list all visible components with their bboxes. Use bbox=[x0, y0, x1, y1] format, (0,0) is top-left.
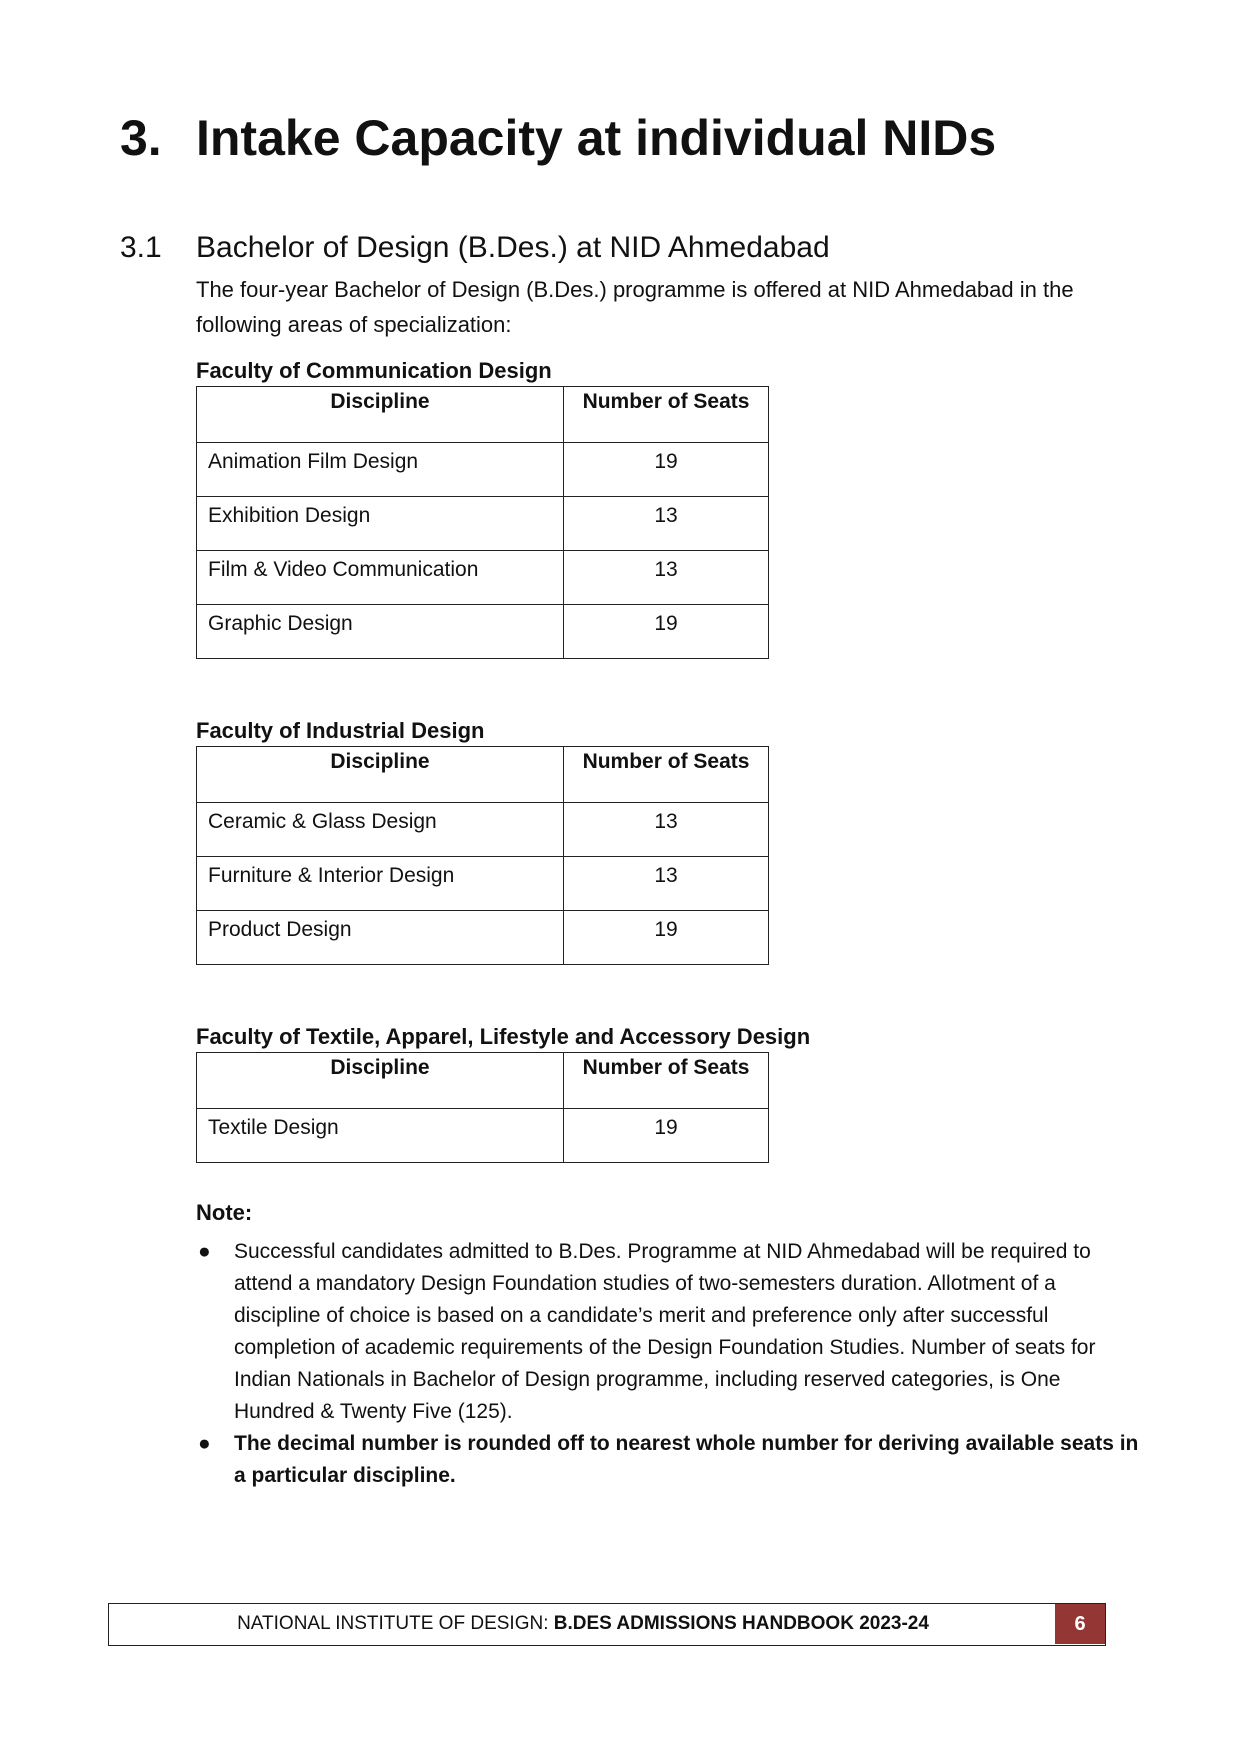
subsection-title: Bachelor of Design (B.Des.) at NID Ahmedabad bbox=[196, 231, 830, 264]
footer-prefix: NATIONAL INSTITUTE OF DESIGN: bbox=[237, 1613, 554, 1634]
column-header-seats: Number of Seats bbox=[564, 1053, 769, 1109]
subsection-heading bbox=[120, 228, 830, 268]
note-title: Note: bbox=[196, 1200, 253, 1225]
section-heading bbox=[120, 106, 996, 170]
seats-cell: 13 bbox=[564, 497, 769, 551]
page-footer bbox=[108, 1603, 1106, 1646]
discipline-cell: Animation Film Design bbox=[197, 443, 564, 497]
seats-cell: 19 bbox=[564, 1109, 769, 1163]
page-number: 6 bbox=[1055, 1604, 1105, 1644]
seats-cell: 13 bbox=[564, 857, 769, 911]
note-text: The decimal number is rounded off to nearest whole number for deriving available seats in a particular discipline. bbox=[234, 1432, 1139, 1487]
bullet-icon: ● bbox=[198, 1240, 211, 1263]
seats-cell: 19 bbox=[564, 443, 769, 497]
subsection-number: 3.1 bbox=[120, 231, 162, 264]
column-header-seats: Number of Seats bbox=[564, 387, 769, 443]
seats-table-textile bbox=[196, 1052, 769, 1163]
table-row bbox=[197, 605, 769, 659]
note-text: Successful candidates admitted to B.Des. Programme at NID Ahmedabad will be required to attend a mandatory Design Foundation studies of two-semesters duration. Allotment of a discipline of choice is based on a candidate’s merit and preference only after successful completion of academic requirements of the Design Foundation Studies. Number of seats for Indian Nationals in Bachelor of Design programme, including reserved categories, is One Hundred & Twenty Five (125). bbox=[234, 1240, 1096, 1423]
column-header-discipline: Discipline bbox=[197, 387, 564, 443]
table-header-row bbox=[197, 1053, 769, 1109]
discipline-cell: Graphic Design bbox=[197, 605, 564, 659]
footer-text bbox=[109, 1604, 1057, 1644]
section-title: Intake Capacity at individual NIDs bbox=[196, 110, 997, 166]
footer-handbook-title: B.DES ADMISSIONS HANDBOOK 2023-24 bbox=[553, 1613, 929, 1634]
discipline-cell: Textile Design bbox=[197, 1109, 564, 1163]
table-row bbox=[197, 443, 769, 497]
table-row bbox=[197, 803, 769, 857]
table-row bbox=[197, 857, 769, 911]
seats-table-communication bbox=[196, 386, 769, 659]
note-item bbox=[196, 1428, 1146, 1492]
table-header-row bbox=[197, 387, 769, 443]
table-row bbox=[197, 911, 769, 965]
table-row bbox=[197, 1109, 769, 1163]
seats-cell: 19 bbox=[564, 605, 769, 659]
discipline-cell: Film & Video Communication bbox=[197, 551, 564, 605]
discipline-cell: Product Design bbox=[197, 911, 564, 965]
intro-paragraph: The four-year Bachelor of Design (B.Des.) programme is offered at NID Ahmedabad in the following areas of specialization: bbox=[196, 277, 1074, 337]
seats-cell: 13 bbox=[564, 803, 769, 857]
note-item bbox=[196, 1236, 1146, 1428]
discipline-cell: Exhibition Design bbox=[197, 497, 564, 551]
discipline-cell: Ceramic & Glass Design bbox=[197, 803, 564, 857]
bullet-icon: ● bbox=[198, 1432, 211, 1455]
discipline-cell: Furniture & Interior Design bbox=[197, 857, 564, 911]
seats-cell: 13 bbox=[564, 551, 769, 605]
table-row bbox=[197, 497, 769, 551]
seats-table-industrial bbox=[196, 746, 769, 965]
note-list bbox=[196, 1236, 1146, 1492]
faculty-heading-textile: Faculty of Textile, Apparel, Lifestyle and Accessory Design bbox=[196, 1024, 811, 1049]
faculty-heading-industrial: Faculty of Industrial Design bbox=[196, 718, 485, 743]
table-row bbox=[197, 551, 769, 605]
column-header-discipline: Discipline bbox=[197, 747, 564, 803]
table-header-row bbox=[197, 747, 769, 803]
faculty-heading-communication: Faculty of Communication Design bbox=[196, 358, 552, 383]
seats-cell: 19 bbox=[564, 911, 769, 965]
column-header-seats: Number of Seats bbox=[564, 747, 769, 803]
section-number: 3. bbox=[120, 110, 162, 166]
column-header-discipline: Discipline bbox=[197, 1053, 564, 1109]
